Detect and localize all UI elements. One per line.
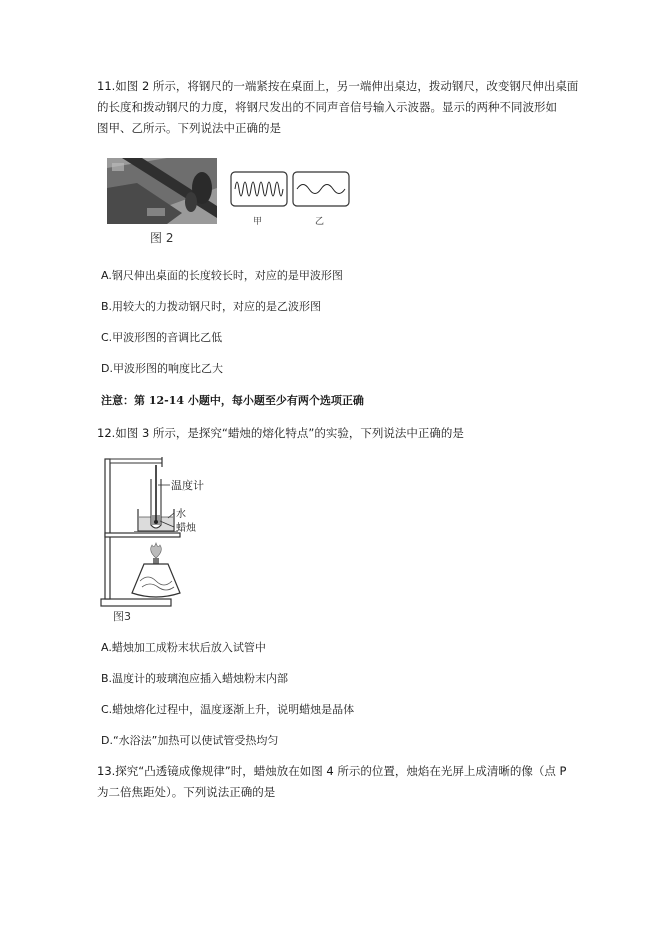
q11-option-b: B.用较大的力拨动钢尺时，对应的是乙波形图 <box>101 300 322 313</box>
clamp-arm <box>110 459 162 463</box>
section-note: 注意：第 12-14 小题中，每小题至少有两个选项正确 <box>101 394 364 407</box>
q11-option-a: A.钢尺伸出桌面的长度较长时，对应的是甲波形图 <box>101 269 343 282</box>
label-candle: 蜡烛 <box>176 523 196 534</box>
waveform-a-label: 甲 <box>253 217 263 227</box>
question-13-line-1: 13.探究“凸透镜成像规律”时，蜡烛放在如图 4 所示的位置，烛焰在光屏上成清晰的像（点 P <box>97 764 567 778</box>
q12-option-a: A.蜡烛加工成粉末状后放入试管中 <box>101 641 266 654</box>
q12-option-c: C.蜡烛熔化过程中，温度逐渐上升，说明蜡烛是晶体 <box>101 703 355 716</box>
figure-2-caption: 图 2 <box>150 231 174 245</box>
label-water: 水 <box>176 509 186 520</box>
figure-3 <box>98 455 228 625</box>
waveform-b-label: 乙 <box>315 217 325 227</box>
figure-3-caption: 图3 <box>113 610 131 623</box>
question-11-stem <box>97 76 578 139</box>
waveform-b <box>293 172 349 206</box>
question-11-line-2: 的长度和拨动钢尺的力度，将钢尺发出的不同声音信号输入示波器。显示的两种不同波形如 <box>97 100 557 114</box>
q12-option-d: D.“水浴法”加热可以使试管受热均匀 <box>101 734 279 747</box>
ruler-photo <box>107 158 217 224</box>
stand-base <box>101 599 171 606</box>
question-12-stem: 12.如图 3 所示，是探究“蜡烛的熔化特点”的实验，下列说法中正确的是 <box>97 426 464 440</box>
label-thermometer: 温度计 <box>171 479 204 492</box>
question-13-line-2: 为二倍焦距处）。下列说法正确的是 <box>97 785 276 799</box>
question-13-stem <box>97 761 566 803</box>
flame <box>151 543 162 558</box>
question-11-line-1: 11.如图 2 所示，将钢尺的一端紧按在桌面上，另一端伸出桌边，拨动钢尺，改变钢尺伸出桌面 <box>97 79 579 93</box>
stand-rod <box>105 459 110 599</box>
q11-option-d: D.甲波形图的响度比乙大 <box>101 362 223 375</box>
waveform-a <box>231 172 287 206</box>
figure-2 <box>107 158 357 248</box>
question-11-line-3: 图甲、乙所示。下列说法中正确的是 <box>97 121 281 135</box>
q12-option-b: B.温度计的玻璃泡应插入蜡烛粉末内部 <box>101 672 289 685</box>
q11-option-c: C.甲波形图的音调比乙低 <box>101 331 223 344</box>
